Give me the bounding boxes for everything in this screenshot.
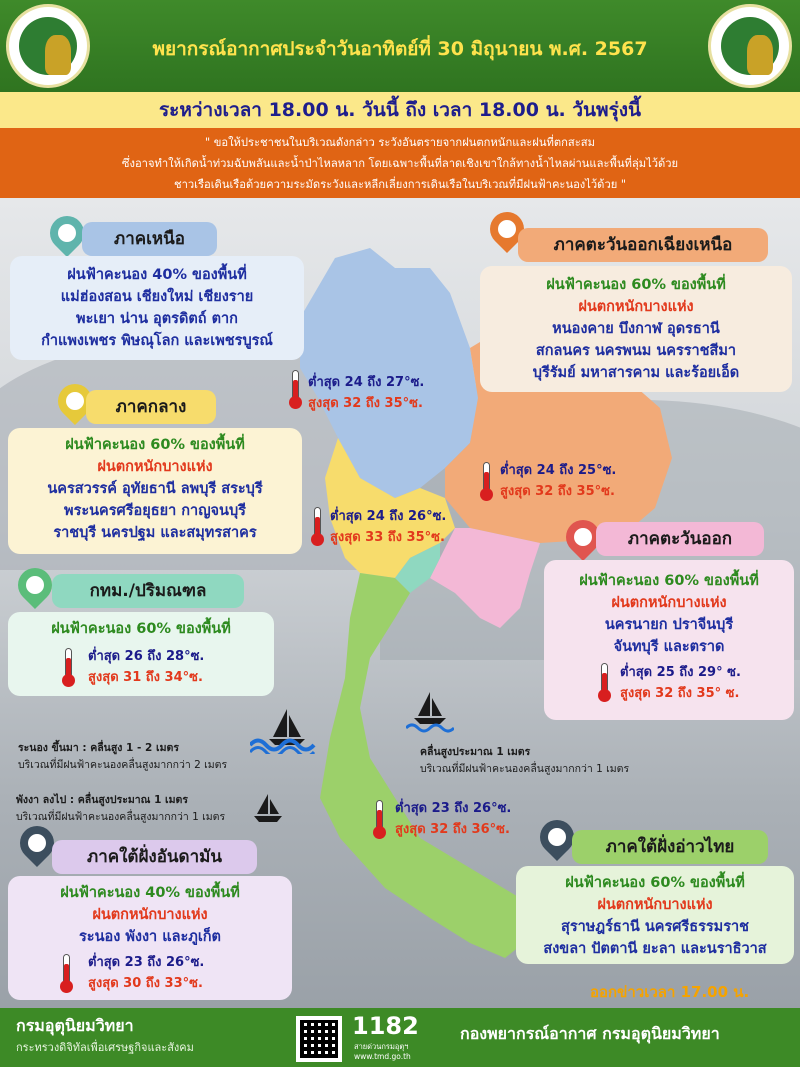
bangkok-temps bbox=[88, 646, 204, 688]
south-east-rain: ฝนฟ้าคะนอง 60% ของพื้นที่ bbox=[565, 875, 745, 891]
sea-andaman-north bbox=[18, 740, 227, 774]
east-temp-high: สูงสุด 32 ถึง 35° ซ. bbox=[620, 686, 740, 701]
northeast-area: สกลนคร นครพนม นครราชสีมา bbox=[535, 343, 737, 359]
east-area: นครนายก ปราจีนบุรี bbox=[604, 617, 734, 633]
region-label-south-east: ภาคใต้ฝั่งอ่าวไทย bbox=[572, 830, 768, 864]
south-east-area: สุราษฎร์ธานี นครศรีธรรมราช bbox=[561, 919, 749, 935]
central-area: นครสวรรค์ อุทัยธานี ลพบุรี สระบุรี bbox=[47, 481, 263, 497]
region-label-south-west: ภาคใต้ฝั่งอันดามัน bbox=[52, 840, 257, 874]
thermometer-icon bbox=[480, 462, 492, 500]
sailboat-icon bbox=[252, 792, 284, 824]
east-area: จันทบุรี และตราด bbox=[613, 639, 725, 655]
northeast-temps bbox=[500, 460, 616, 502]
south-west-heavy: ฝนตกหนักบางแห่ง bbox=[92, 907, 208, 923]
sea-detail: บริเวณที่มีฝนฟ้าคะนองคลื่นสูงมากกว่า 1 เมตร bbox=[16, 811, 226, 823]
central-area: ราชบุรี นครปฐม และสมุทรสาคร bbox=[53, 525, 257, 541]
south-west-area: ระนอง พังงา และภูเก็ต bbox=[79, 929, 221, 945]
bangkok-temp-low: ต่ำสุด 26 ถึง 28°ซ. bbox=[88, 649, 205, 664]
ministry-logo-icon bbox=[6, 4, 90, 88]
sea-gulf bbox=[420, 744, 629, 778]
east-rain: ฝนฟ้าคะนอง 60% ของพื้นที่ bbox=[579, 573, 759, 589]
warning-banner bbox=[0, 128, 800, 198]
bangkok-rain: ฝนฟ้าคะนอง 60% ของพื้นที่ bbox=[51, 621, 231, 637]
north-temps bbox=[308, 372, 424, 414]
south-east-area: สงขลา ปัตตานี ยะลา และนราธิวาส bbox=[543, 941, 767, 957]
north-forecast-box bbox=[10, 256, 304, 360]
bangkok-temp-high: สูงสุด 31 ถึง 34°ซ. bbox=[88, 670, 203, 685]
south-temp-low: ต่ำสุด 23 ถึง 26°ซ. bbox=[395, 801, 512, 816]
central-rain: ฝนฟ้าคะนอง 60% ของพื้นที่ bbox=[65, 437, 245, 453]
time-range: ระหว่างเวลา 18.00 น. วันนี้ ถึง เวลา 18.00 น. วันพรุ่งนี้ bbox=[0, 92, 800, 128]
north-area: แม่ฮ่องสอน เชียงใหม่ เชียงราย bbox=[60, 289, 254, 305]
region-label-east: ภาคตะวันออก bbox=[596, 522, 764, 556]
central-temp-low: ต่ำสุด 24 ถึง 26°ซ. bbox=[330, 509, 447, 524]
tmd-logo-icon bbox=[708, 4, 792, 88]
sea-detail: บริเวณที่มีฝนฟ้าคะนองคลื่นสูงมากกว่า 1 เมตร bbox=[420, 763, 630, 775]
sea-title: พังงา ลงไป : คลื่นสูงประมาณ 1 เมตร bbox=[16, 794, 189, 806]
south-west-rain: ฝนฟ้าคะนอง 40% ของพื้นที่ bbox=[60, 885, 240, 901]
north-temp-high: สูงสุด 32 ถึง 35°ซ. bbox=[308, 396, 423, 411]
northeast-area: บุรีรัมย์ มหาสารคาม และร้อยเอ็ด bbox=[532, 365, 740, 381]
sea-title: คลื่นสูงประมาณ 1 เมตร bbox=[420, 746, 531, 758]
south-west-temps bbox=[88, 952, 204, 994]
north-rain: ฝนฟ้าคะนอง 40% ของพื้นที่ bbox=[67, 267, 247, 283]
north-temp-low: ต่ำสุด 24 ถึง 27°ซ. bbox=[308, 375, 425, 390]
sea-title: ระนอง ขึ้นมา : คลื่นสูง 1 - 2 เมตร bbox=[18, 742, 179, 754]
hotline-number: 1182 bbox=[352, 1012, 419, 1040]
thermometer-icon bbox=[311, 507, 323, 545]
warning-line: ชาวเรือเดินเรือด้วยความระมัดระวังและหลีกเลี่ยงการเดินเรือในบริเวณที่มีฝนฟ้าคะนองไว้ด้วย " bbox=[174, 178, 626, 191]
thermometer-icon bbox=[373, 800, 385, 838]
thermometer-icon bbox=[60, 954, 72, 992]
central-temp-high: สูงสุด 33 ถึง 35°ซ. bbox=[330, 530, 445, 545]
east-heavy: ฝนตกหนักบางแห่ง bbox=[611, 595, 727, 611]
northeast-area: หนองคาย บึงกาฬ อุดรธานี bbox=[552, 321, 720, 337]
south-temps bbox=[395, 798, 511, 840]
sailboat-icon bbox=[412, 690, 448, 726]
northeast-forecast-box bbox=[480, 266, 792, 392]
footer-org: กรมอุตุนิยมวิทยา bbox=[16, 1016, 134, 1035]
thermometer-icon bbox=[598, 663, 610, 701]
northeast-temp-high: สูงสุด 32 ถึง 35°ซ. bbox=[500, 484, 615, 499]
south-west-temp-low: ต่ำสุด 23 ถึง 26°ซ. bbox=[88, 955, 205, 970]
east-temp-low: ต่ำสุด 25 ถึง 29° ซ. bbox=[620, 665, 741, 680]
central-heavy: ฝนตกหนักบางแห่ง bbox=[97, 459, 213, 475]
east-temps bbox=[620, 662, 741, 704]
website-link[interactable]: www.tmd.go.th bbox=[354, 1052, 411, 1061]
north-area: กำแพงเพชร พิษณุโลก และเพชรบูรณ์ bbox=[41, 333, 273, 349]
region-east bbox=[430, 528, 540, 628]
wave-icon bbox=[406, 722, 454, 734]
thermometer-icon bbox=[62, 648, 74, 686]
issued-time: ออกข่าวเวลา 17.00 น. bbox=[590, 983, 750, 1001]
region-label-northeast: ภาคตะวันออกเฉียงเหนือ bbox=[518, 228, 768, 262]
central-area: พระนครศรีอยุธยา กาญจนบุรี bbox=[64, 503, 246, 519]
south-west-temp-high: สูงสุด 30 ถึง 33°ซ. bbox=[88, 976, 203, 991]
northeast-heavy: ฝนตกหนักบางแห่ง bbox=[578, 299, 694, 315]
footer-division: กองพยากรณ์อากาศ กรมอุตุนิยมวิทยา bbox=[460, 1024, 720, 1043]
south-temp-high: สูงสุด 32 ถึง 36°ซ. bbox=[395, 822, 510, 837]
warning-line: " ขอให้ประชาชนในบริเวณดังกล่าว ระวังอันตรายจากฝนตกหนักและฝนที่ตกสะสม bbox=[205, 136, 595, 149]
south-east-forecast-box bbox=[516, 866, 794, 964]
northeast-temp-low: ต่ำสุด 24 ถึง 25°ซ. bbox=[500, 463, 617, 478]
page-title: พยากรณ์อากาศประจำวันอาทิตย์ที่ 30 มิถุนายน พ.ศ. 2567 bbox=[152, 38, 648, 60]
thermometer-icon bbox=[289, 370, 301, 408]
wave-icon bbox=[250, 736, 316, 754]
warning-line: ซึ่งอาจทำให้เกิดน้ำท่วมฉับพลันและน้ำป่าไหลหลาก โดยเฉพาะพื้นที่ลาดเชิงเขาใกล้ทางน้ำไหลผ่านและพื้นที่ลุ่มไว้ด้วย bbox=[121, 157, 679, 170]
region-label-bangkok: กทม./ปริมณฑล bbox=[52, 574, 244, 608]
south-east-heavy: ฝนตกหนักบางแห่ง bbox=[597, 897, 713, 913]
hotline-label: สายด่วนกรมอุตุฯ bbox=[354, 1042, 409, 1051]
qr-code-icon[interactable] bbox=[296, 1016, 342, 1062]
region-label-central: ภาคกลาง bbox=[86, 390, 216, 424]
north-area: พะเยา น่าน อุตรดิตถ์ ตาก bbox=[76, 311, 238, 327]
northeast-rain: ฝนฟ้าคะนอง 60% ของพื้นที่ bbox=[546, 277, 726, 293]
sea-andaman-south bbox=[16, 792, 225, 826]
central-temps bbox=[330, 506, 446, 548]
sea-detail: บริเวณที่มีฝนฟ้าคะนองคลื่นสูงมากกว่า 2 เมตร bbox=[18, 759, 228, 771]
region-label-north: ภาคเหนือ bbox=[82, 222, 217, 256]
footer-ministry: กระทรวงดิจิทัลเพื่อเศรษฐกิจและสังคม bbox=[16, 1041, 194, 1054]
central-forecast-box bbox=[8, 428, 302, 554]
